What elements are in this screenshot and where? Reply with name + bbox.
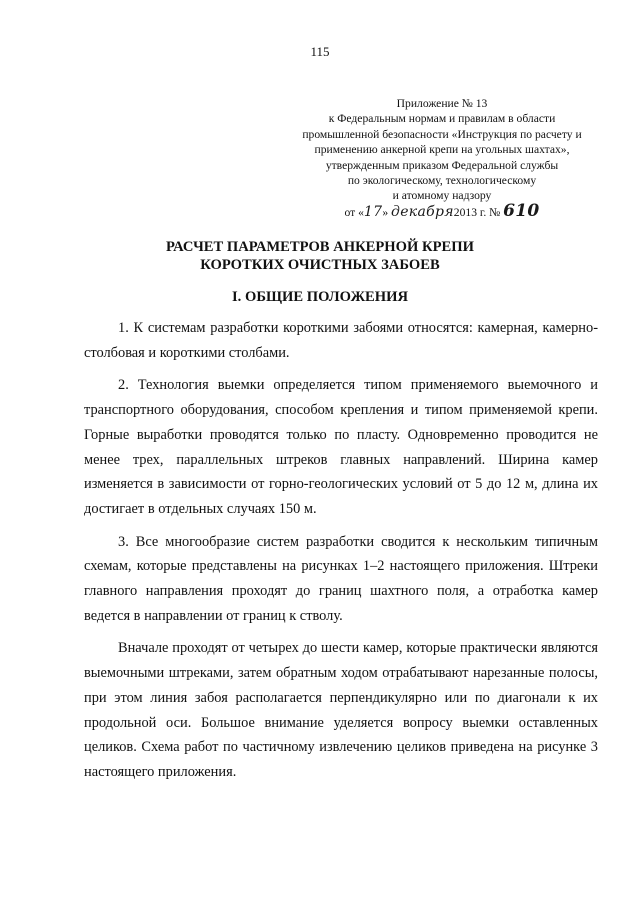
section-heading: I. ОБЩИЕ ПОЛОЖЕНИЯ [232,289,408,305]
page-number: 115 [310,44,330,59]
title-line-2: КОРОТКИХ ОЧИСТНЫХ ЗАБОЕВ [200,257,440,273]
appendix-line: Приложение № 13 [396,97,488,110]
title-line-1: РАСЧЕТ ПАРАМЕТРОВ АНКЕРНОЙ КРЕПИ [166,239,474,255]
appendix-line: по экологическому, технологическому [347,174,537,188]
appendix-line: и атомному надзору [392,189,492,203]
date-year: 2013 г. № [453,205,504,219]
appendix-header [288,96,596,220]
handwritten-month: декабря [391,203,454,220]
date-mid: » [382,205,392,219]
paragraph: 1. К системам разработки короткими забоями относятся: камерная, камерно-столбовая и короткими столбами. [84,320,598,361]
paragraph: 2. Технология выемки определяется типом применяемого выемочного и транспортного оборудования, способом крепления и типом применяемой крепи. Горные выработки проводятся только по пласту. Одновременно проводится не менее трех, параллельных штреков главных направлений. Ширина камер изменяется в зависимости от горно-геологических условий от 5 до 12 м, длина их достигает в отдельных случаях 150 м. [84,377,598,517]
paragraph: Вначале проходят от четырех до шести камер, которые практически являются выемочными штреками, затем обратным ходом отрабатывают нарезанные полосы, при этом линия забоя располагается перпендикулярно или по диагонали к их продольной оси. Большое внимание уделяется вопросу выемки оставленных целиков. Схема работ по частичному извлечению целиков приведена на рисунке 3 настоящего приложения. [84,640,598,780]
appendix-line: к Федеральным нормам и правилам в области [328,112,556,126]
handwritten-day: 17 [363,203,383,220]
body-text [84,316,598,793]
appendix-line: промышленной безопасности «Инструкция по расчету и [302,127,582,141]
order-date-line [288,200,596,221]
appendix-line: утвержденным приказом Федеральной службы [325,158,559,172]
paragraph: 3. Все многообразие систем разработки сводится к нескольким типичным схемам, которые представлены на рисунках 1–2 настоящего приложения. Штреки главного направления проходят до границ шахтного поля, а отработка камер ведется в направлении от границ к стволу. [84,533,598,624]
document-title [0,238,640,274]
handwritten-order-number: 610 [503,200,540,221]
appendix-line: применению анкерной крепи на угольных шахтах», [314,143,570,157]
date-prefix: от « [344,205,364,219]
